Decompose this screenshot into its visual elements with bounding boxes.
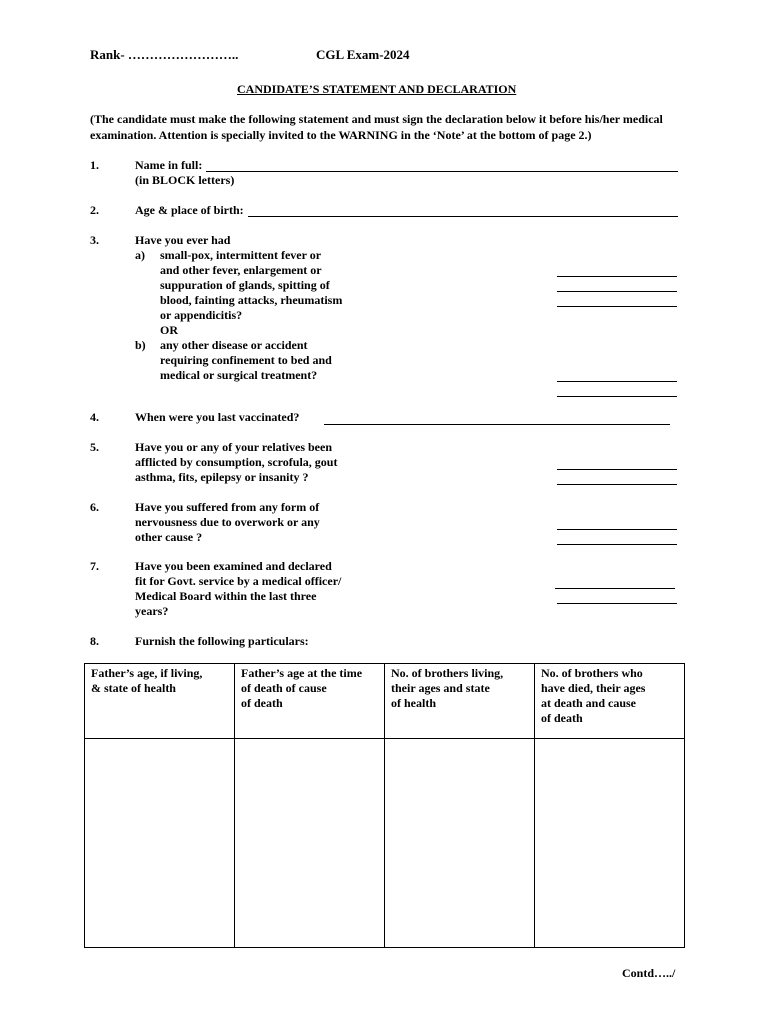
rank-field: Rank- …………………….. bbox=[90, 47, 239, 62]
q1-text bbox=[135, 158, 234, 188]
q3a-marker: a) bbox=[135, 248, 145, 262]
particulars-table bbox=[84, 663, 685, 948]
q3-number: 3. bbox=[90, 233, 99, 247]
q7-number: 7. bbox=[90, 559, 99, 573]
q3a-line: and other fever, enlargement or bbox=[160, 263, 322, 277]
table-row bbox=[85, 739, 685, 948]
table-answer-cell[interactable] bbox=[385, 739, 535, 948]
q5-answer-line[interactable] bbox=[557, 484, 677, 485]
q3a-answer-line[interactable] bbox=[557, 276, 677, 277]
q8-label: Furnish the following particulars: bbox=[135, 634, 309, 648]
q1-number: 1. bbox=[90, 158, 99, 172]
q2-label: Age & place of birth: bbox=[135, 203, 244, 217]
q3b-line: requiring confinement to bed and bbox=[160, 353, 332, 367]
q6-line: Have you suffered from any form of bbox=[135, 500, 320, 514]
q2-answer-line[interactable] bbox=[248, 216, 678, 217]
q5-line: asthma, fits, epilepsy or insanity ? bbox=[135, 470, 309, 484]
q3b-answer-line[interactable] bbox=[557, 396, 677, 397]
q3b-answer-line[interactable] bbox=[557, 381, 677, 382]
q1-answer-line[interactable] bbox=[206, 171, 678, 172]
table-header-cell: Father’s age at the time of death of cause of death bbox=[235, 664, 385, 739]
q7-answer-line[interactable] bbox=[557, 603, 677, 604]
q3-text bbox=[135, 233, 342, 383]
q5-line: Have you or any of your relatives been bbox=[135, 440, 332, 454]
continued-note: Contd…../ bbox=[622, 966, 676, 980]
q6-line: nervousness due to overwork or any bbox=[135, 515, 320, 529]
table-header-cell: No. of brothers who have died, their ages at death and cause of death bbox=[535, 664, 685, 739]
q6-answer-line[interactable] bbox=[557, 529, 677, 530]
q7-text bbox=[135, 559, 341, 619]
q4-number: 4. bbox=[90, 410, 99, 424]
page-title: CANDIDATE’S STATEMENT AND DECLARATION bbox=[237, 82, 517, 96]
q4-answer-line[interactable] bbox=[324, 424, 670, 425]
table-header-cell: No. of brothers living, their ages and state of health bbox=[385, 664, 535, 739]
table-header-cell: Father’s age, if living, & state of health bbox=[85, 664, 235, 739]
q3-label: Have you ever had bbox=[135, 233, 231, 247]
q7-line: Have you been examined and declared bbox=[135, 559, 332, 573]
q3a-line: suppuration of glands, spitting of bbox=[160, 278, 330, 292]
q3a-block bbox=[135, 248, 342, 383]
q2-number: 2. bbox=[90, 203, 99, 217]
q3b-marker: b) bbox=[135, 338, 146, 352]
q5-text bbox=[135, 440, 337, 485]
q3a-line: or appendicitis? bbox=[160, 308, 243, 322]
q7-line: years? bbox=[135, 604, 169, 618]
table-answer-cell[interactable] bbox=[535, 739, 685, 948]
q3-or: OR bbox=[160, 323, 178, 337]
q7-answer-line[interactable] bbox=[555, 588, 675, 589]
q3a-line: blood, fainting attacks, rheumatism bbox=[160, 293, 343, 307]
q7-line: fit for Govt. service by a medical officer/ bbox=[135, 574, 342, 588]
q6-answer-line[interactable] bbox=[557, 544, 677, 545]
q6-text bbox=[135, 500, 320, 545]
q5-number: 5. bbox=[90, 440, 99, 454]
exam-name: CGL Exam-2024 bbox=[316, 47, 410, 62]
table-answer-cell[interactable] bbox=[85, 739, 235, 948]
q7-line: Medical Board within the last three bbox=[135, 589, 317, 603]
table-answer-cell[interactable] bbox=[235, 739, 385, 948]
q8-number: 8. bbox=[90, 634, 99, 648]
table-header-row bbox=[85, 664, 685, 739]
q1-sublabel: (in BLOCK letters) bbox=[135, 173, 235, 187]
q3b-line: medical or surgical treatment? bbox=[160, 368, 318, 382]
q3b-line: any other disease or accident bbox=[160, 338, 308, 352]
q3a-answer-line[interactable] bbox=[557, 306, 677, 307]
q3a-line: small-pox, intermittent fever or bbox=[160, 248, 322, 262]
intro-paragraph: (The candidate must make the following statement and must sign the declaration below it before his/her medical examination. Attention is specially invited to the WARNING in the ‘Note’ at the bottom of page 2.) bbox=[90, 112, 663, 142]
q5-line: afflicted by consumption, scrofula, gout bbox=[135, 455, 338, 469]
q3a-answer-line[interactable] bbox=[557, 291, 677, 292]
q5-answer-line[interactable] bbox=[557, 469, 677, 470]
q1-label: Name in full: bbox=[135, 158, 203, 172]
q6-number: 6. bbox=[90, 500, 99, 514]
q4-label: When were you last vaccinated? bbox=[135, 410, 300, 424]
q6-line: other cause ? bbox=[135, 530, 203, 544]
